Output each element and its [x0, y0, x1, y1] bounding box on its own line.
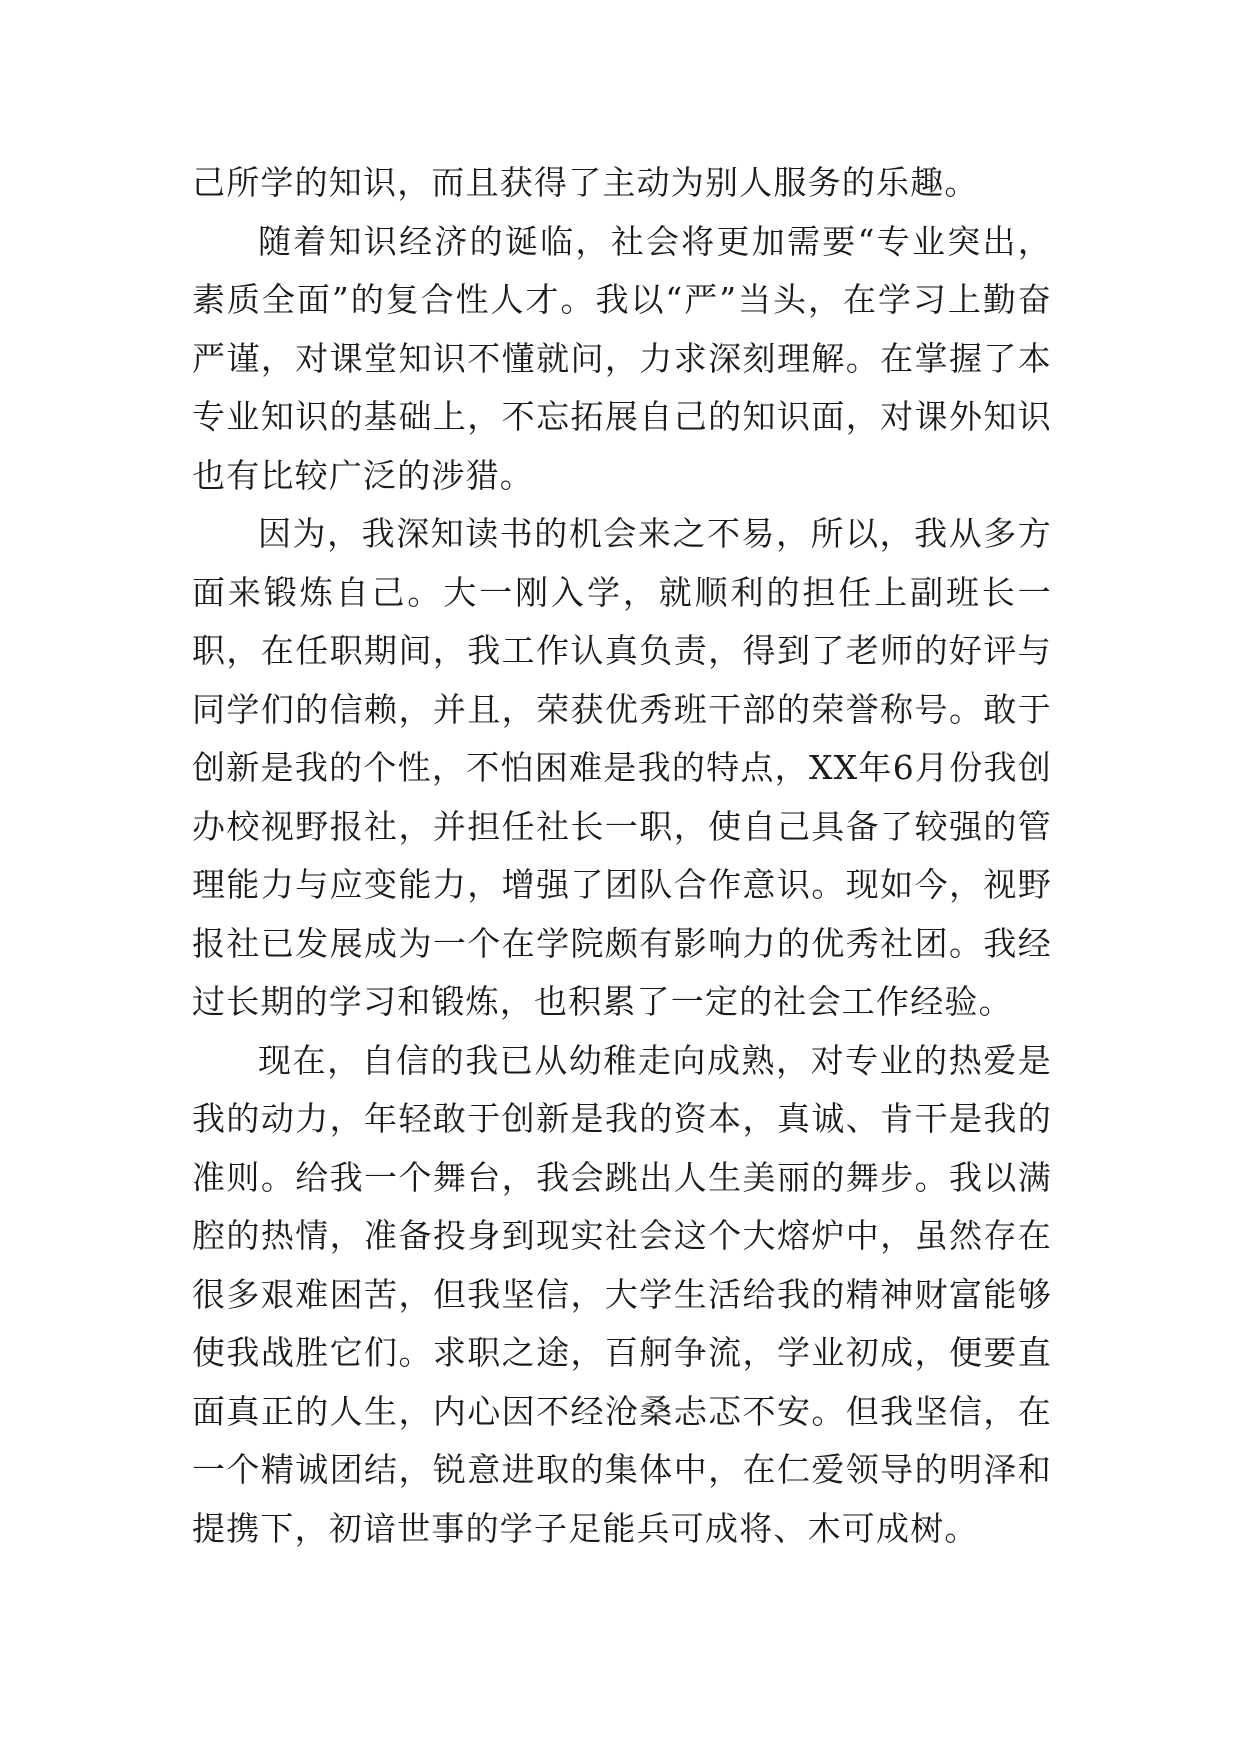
paragraph-confidence: 现在，自信的我已从幼稚走向成熟，对专业的热爱是我的动力，年轻敢于创新是我的资本，真诚、肯干是我的准则。给我一个舞台，我会跳出人生美丽的舞步。我以满腔的热情，准备投身到现实社会这个大熔炉中，虽然存在很多艰难困苦，但我坚信，大学生活给我的精神财富能够使我战胜它们。求职之途，百舸争流，学业初成，便要直面真正的人生，内心因不经沧桑忐忑不安。但我坚信，在一个精诚团结，锐意进取的集体中，在仁爱领导的明泽和提携下，初谙世事的学子足能兵可成将、木可成树。 — [192, 1040, 1052, 1548]
paragraph-self-training: 因为，我深知读书的机会来之不易，所以，我从多方面来锻炼自己。大一刚入学，就顺利的担任上副班长一职，在任职期间，我工作认真负责，得到了老师的好评与同学们的信赖，并且，荣获优秀班干部的荣誉称号。敢于创新是我的个性，不怕困难是我的特点，XX年6月份我创办校视野报社，并担任社长一职，使自己具备了较强的管理能力与应变能力，增强了团队合作意识。现如今，视野报社已发展成为一个在学院颇有影响力的优秀社团。我经过长期的学习和锻炼，也积累了一定的社会工作经验。 — [192, 514, 1052, 1021]
paragraph-continuation: 己所学的知识，而且获得了主动为别人服务的乐趣。 — [192, 163, 979, 202]
document-body — [192, 154, 1052, 1558]
paragraph-knowledge-economy: 随着知识经济的诞临，社会将更加需要“专业突出，素质全面”的复合性人才。我以“严”当头，在学习上勤奋严谨，对课堂知识不懂就问，力求深刻理解。在掌握了本专业知识的基础上，不忘拓展自己的知识面，对课外知识也有比较广泛的涉猎。 — [192, 221, 1052, 495]
